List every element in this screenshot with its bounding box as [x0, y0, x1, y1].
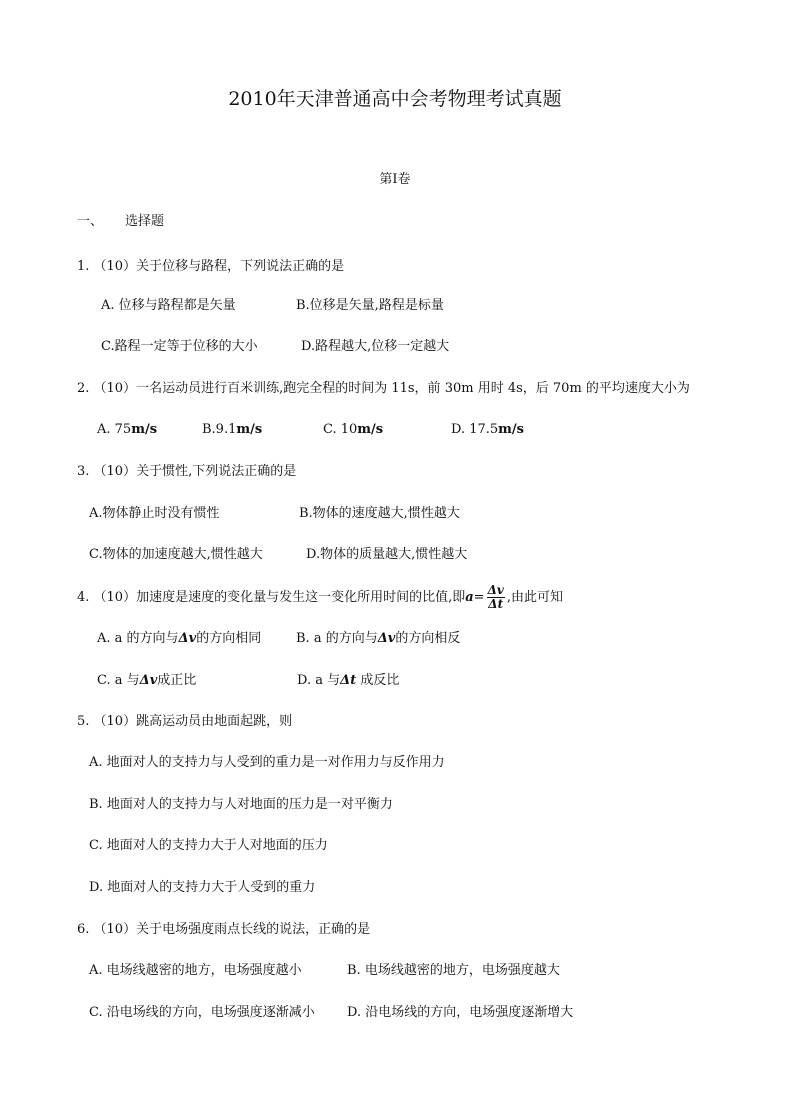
question-1-option-a: A. 位移与路程都是矢量 [101, 298, 236, 313]
stem-text-end: ,由此可知 [506, 590, 563, 605]
unit-label: m/s [498, 422, 524, 437]
question-5-option-b: B. 地面对人的支持力与人对地面的压力是一对平衡力 [89, 797, 393, 812]
option-text: A. a 的方向与 [97, 631, 179, 646]
question-4-stem [77, 584, 563, 612]
delta-v-symbol: Δv [178, 631, 197, 646]
question-5-stem: 5. （10）跳高运动员由地面起跳，则 [77, 714, 293, 729]
question-4-option-c [97, 672, 196, 690]
question-3-option-d: D.物体的质量越大,惯性越大 [306, 547, 468, 562]
formula-equals: = [473, 590, 485, 605]
question-3-option-c: C.物体的加速度越大,惯性越大 [89, 547, 263, 562]
question-2-option-b [202, 421, 262, 439]
question-5-option-c: C. 地面对人的支持力大于人对地面的压力 [89, 838, 328, 853]
question-6-option-d: D. 沿电场线的方向，电场强度逐渐增大 [347, 1005, 574, 1020]
question-2-option-c [323, 421, 383, 439]
unit-label: m/s [236, 422, 263, 437]
question-4-option-b [296, 630, 460, 648]
question-6-option-c: C. 沿电场线的方向，电场强度逐渐减小 [89, 1005, 315, 1020]
unit-label: m/s [131, 422, 158, 437]
question-2-option-d [451, 421, 524, 439]
option-text: C. a 与 [97, 673, 140, 688]
formula-denominator: Δt [488, 597, 504, 611]
volume-heading: 第Ⅰ卷 [379, 172, 411, 187]
option-text: B. a 的方向与 [296, 631, 378, 646]
question-2-stem: 2. （10）一名运动员进行百米训练,跑完全程的时间为 11s，前 30m 用时 4s，后 70m 的平均速度大小为 [77, 381, 690, 396]
option-c-value: C. 10 [323, 422, 358, 437]
question-6-option-a: A. 电场线越密的地方，电场强度越小 [89, 963, 302, 978]
question-5-option-a: A. 地面对人的支持力与人受到的重力是一对作用力与反作用力 [89, 755, 445, 770]
question-1-option-b: B.位移是矢量,路程是标量 [296, 298, 444, 313]
option-a-value: A. 75 [97, 422, 132, 437]
option-text: D. a 与 [297, 673, 341, 688]
question-3-option-b: B.物体的速度越大,惯性越大 [299, 506, 460, 521]
stem-text: 4. （10）加速度是速度的变化量与发生这一变化所用时间的比值,即 [77, 590, 466, 605]
delta-v-symbol: Δv [139, 673, 158, 688]
question-1-stem: 1. （10）关于位移与路程，下列说法正确的是 [77, 259, 345, 274]
formula-numerator: Δv [487, 583, 504, 597]
question-2-option-a [97, 421, 157, 439]
question-4-option-a [97, 630, 261, 648]
section-number: 一、 [77, 214, 104, 229]
page-title: 2010年天津普通高中会考物理考试真题 [228, 88, 562, 110]
question-4-option-d [297, 672, 399, 690]
question-1-option-c: C.路程一定等于位移的大小 [101, 339, 258, 354]
delta-v-symbol: Δv [377, 631, 396, 646]
option-text: 的方向相同 [196, 631, 262, 646]
formula-fraction [487, 584, 505, 611]
option-text: 成正比 [157, 673, 197, 688]
option-b-value: B.9.1 [202, 422, 237, 437]
formula-lhs: a [465, 590, 474, 605]
question-6-option-b: B. 电场线越密的地方，电场强度越大 [347, 963, 560, 978]
option-text: 成反比 [356, 673, 400, 688]
question-6-stem: 6. （10）关于电场强度雨点长线的说法，正确的是 [77, 922, 371, 937]
unit-label: m/s [357, 422, 384, 437]
question-5-option-d: D. 地面对人的支持力大于人受到的重力 [89, 880, 316, 895]
section-label: 选择题 [125, 214, 165, 229]
question-1-option-d: D.路程越大,位移一定越大 [301, 339, 450, 354]
delta-t-symbol: Δt [340, 673, 357, 688]
question-3-option-a: A.物体静止时没有惯性 [89, 506, 220, 521]
option-text: 的方向相反 [395, 631, 461, 646]
question-3-stem: 3. （10）关于惯性,下列说法正确的是 [77, 464, 297, 479]
option-d-value: D. 17.5 [451, 422, 499, 437]
